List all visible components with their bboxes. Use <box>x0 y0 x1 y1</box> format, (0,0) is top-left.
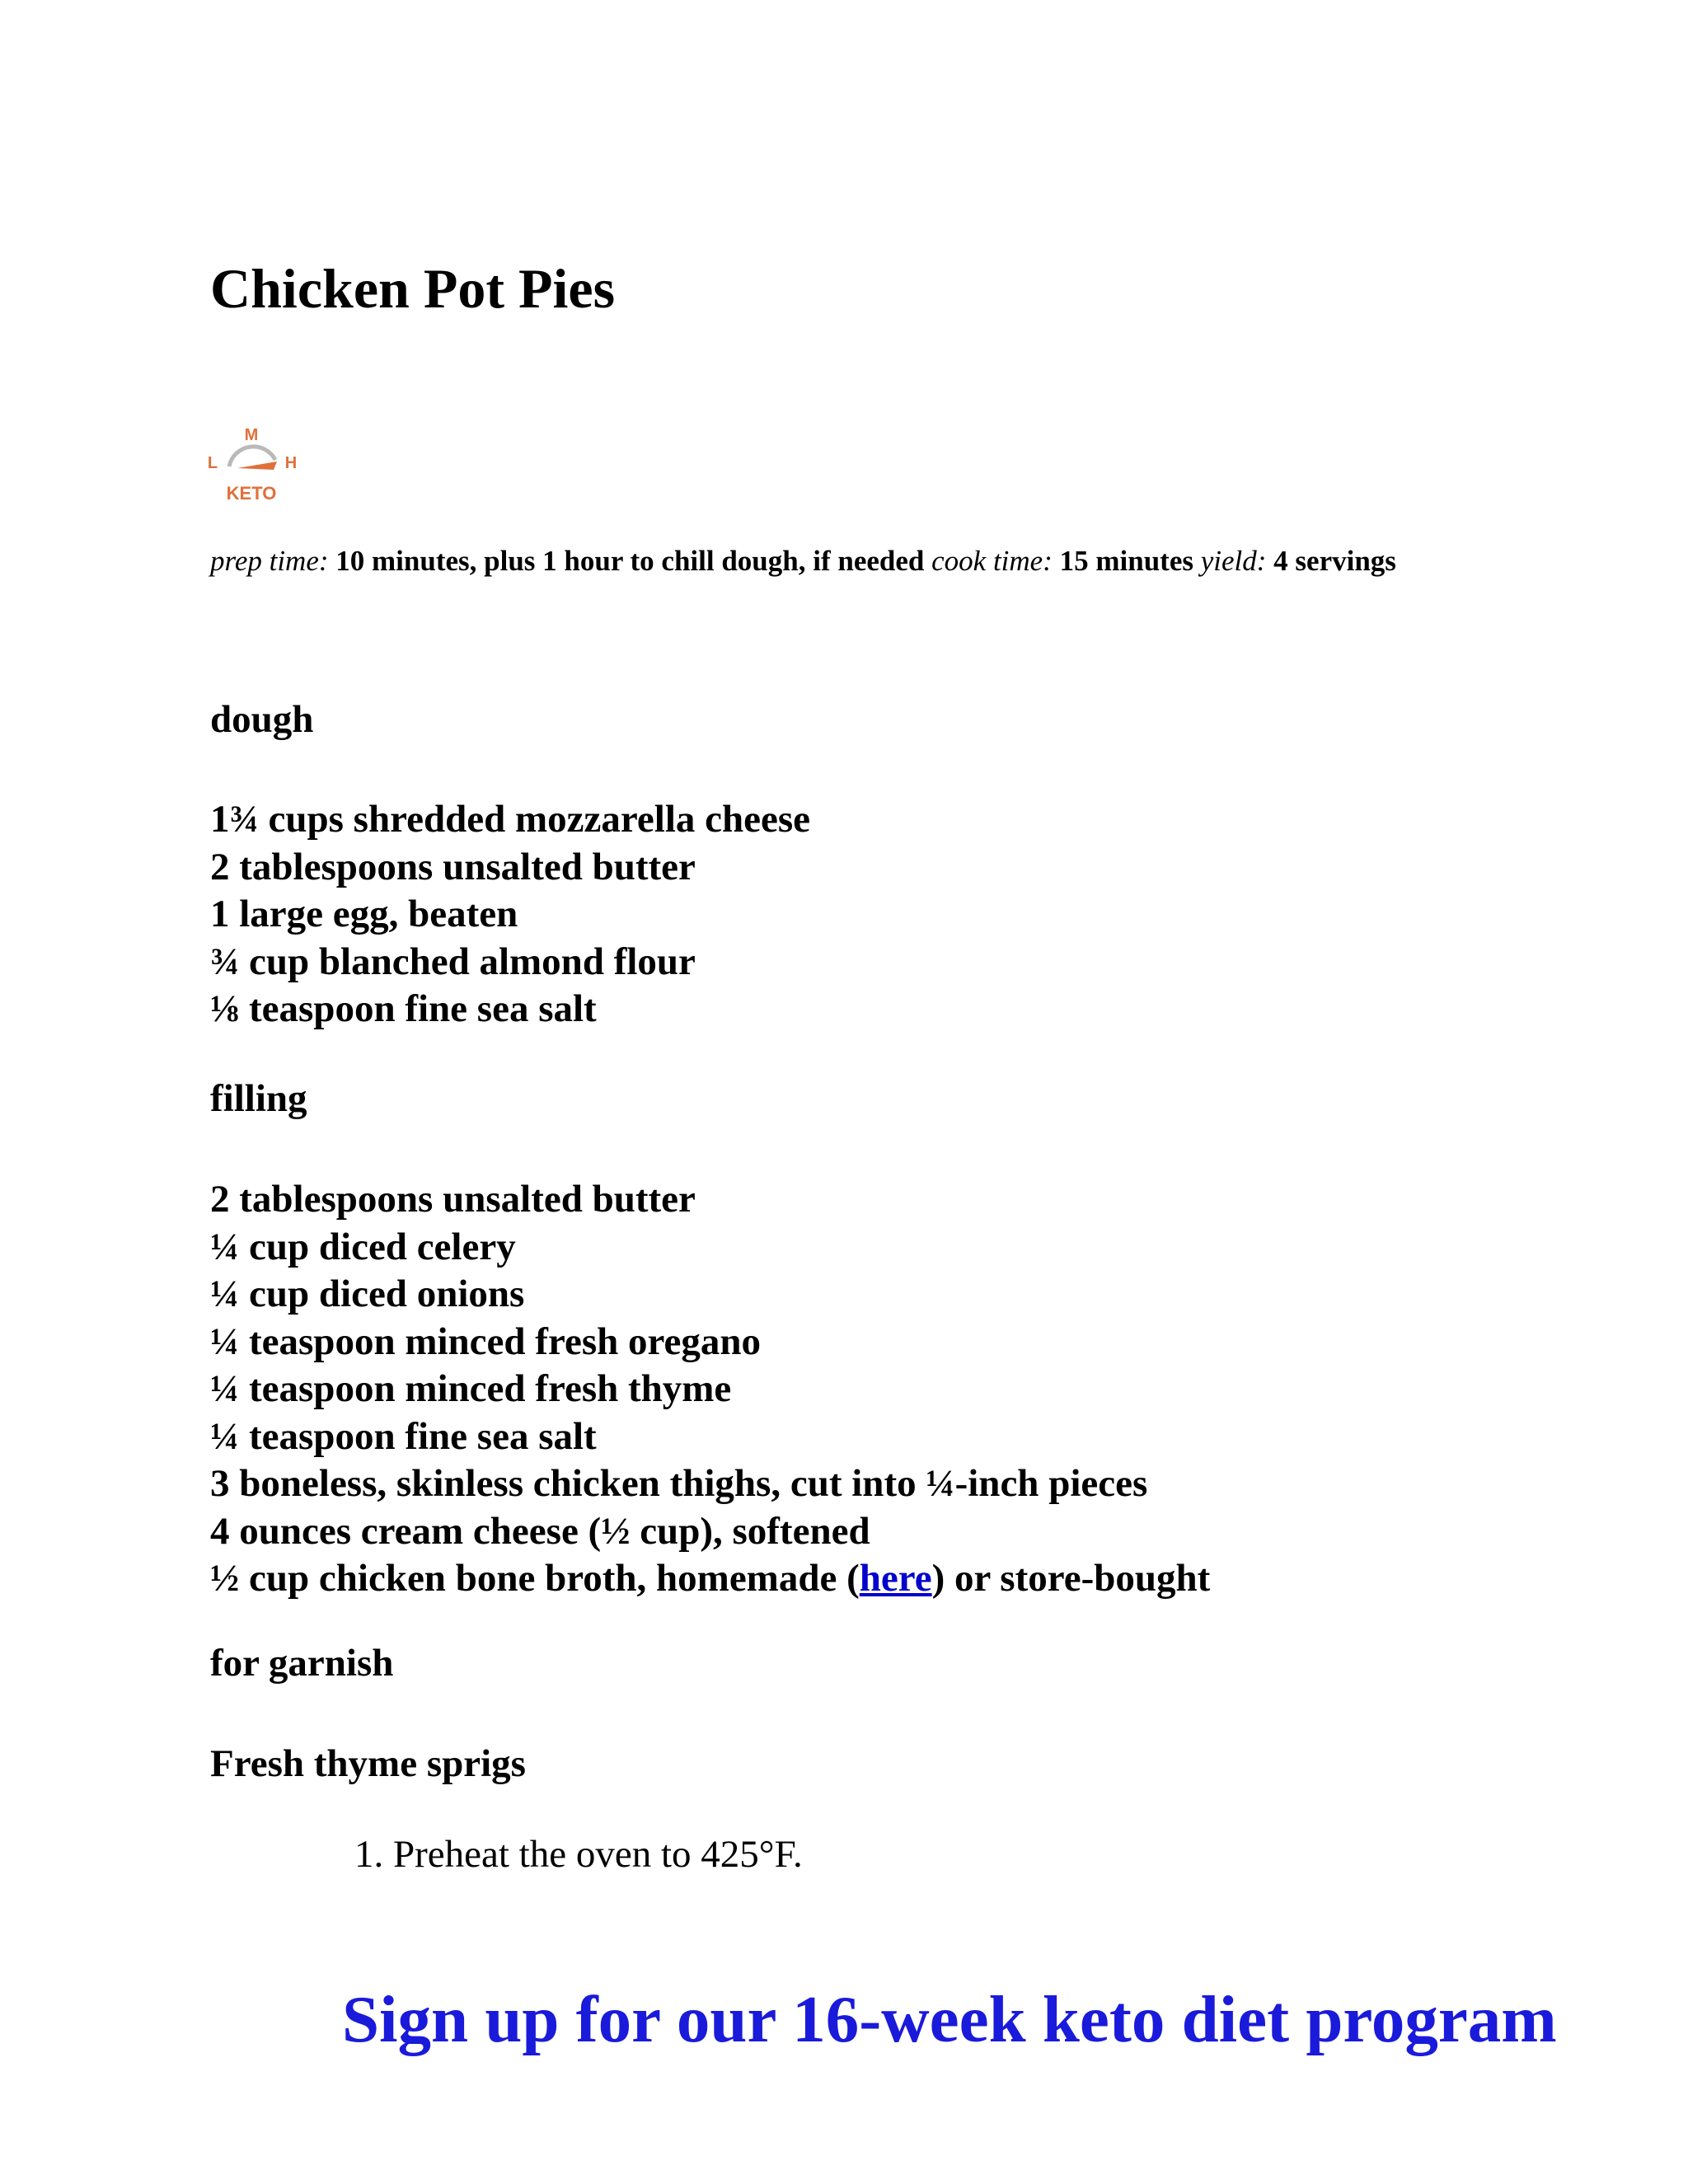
ingredient-item: 2 tablespoons unsalted butter <box>210 845 696 888</box>
broth-text-after: ) or store-bought <box>931 1557 1211 1600</box>
ingredient-item: ¼ teaspoon fine sea salt <box>210 1414 597 1458</box>
yield-label: yield: <box>1200 545 1267 577</box>
broth-text-before: ½ cup chicken bone broth, homemade ( <box>210 1557 860 1600</box>
ingredient-item: 2 tablespoons unsalted butter <box>210 1178 696 1221</box>
keto-meter-keto-label: KETO <box>226 483 277 504</box>
cook-time-label: cook time: <box>931 545 1053 577</box>
prep-time-value: 10 minutes, plus 1 hour to chill dough, if needed <box>335 545 925 577</box>
keto-meter-icon <box>206 419 305 509</box>
ingredient-item: 1¾ cups shredded mozzarella cheese <box>210 798 810 841</box>
ingredient-item: ¾ cup blanched almond flour <box>210 940 696 983</box>
broth-recipe-link[interactable]: here <box>859 1557 932 1600</box>
prep-time-label: prep time: <box>210 545 329 577</box>
ingredient-item: ¼ teaspoon minced fresh oregano <box>210 1319 762 1363</box>
ingredient-item: ¼ cup diced onions <box>210 1272 525 1315</box>
keto-meter-m-label: M <box>244 426 259 444</box>
filling-ingredient-list <box>210 1176 1210 1603</box>
dough-ingredient-list <box>210 796 810 1033</box>
dough-heading: dough <box>210 698 314 741</box>
recipe-title: Chicken Pot Pies <box>210 257 616 320</box>
keto-meter-needle <box>237 462 277 470</box>
ingredient-item-broth <box>210 1555 1210 1603</box>
ingredient-item: 1 large egg, beaten <box>210 893 518 935</box>
keto-program-signup-link[interactable]: Sign up for our 16-week keto diet program <box>342 1982 1557 2056</box>
garnish-heading: for garnish <box>210 1642 394 1685</box>
filling-heading: filling <box>210 1077 307 1120</box>
ingredient-item: ¼ cup diced celery <box>210 1225 516 1268</box>
keto-meter-h-label: H <box>284 454 298 472</box>
ingredient-item: 4 ounces cream cheese (½ cup), softened <box>210 1509 870 1553</box>
ingredient-item: ⅛ teaspoon fine sea salt <box>210 987 597 1030</box>
recipe-meta <box>210 543 1471 579</box>
instruction-step: 1. Preheat the oven to 425°F. <box>354 1833 803 1876</box>
instruction-steps <box>354 1830 803 1878</box>
garnish-ingredient-list <box>210 1741 526 1788</box>
ingredient-item: Fresh thyme sprigs <box>210 1742 526 1785</box>
keto-meter-l-label: L <box>207 454 218 472</box>
ingredient-item: ¼ teaspoon minced fresh thyme <box>210 1367 732 1410</box>
ingredient-item: 3 boneless, skinless chicken thighs, cut into ¼-inch pieces <box>210 1462 1148 1505</box>
yield-value: 4 servings <box>1273 545 1396 577</box>
cook-time-value: 15 minutes <box>1059 545 1193 577</box>
